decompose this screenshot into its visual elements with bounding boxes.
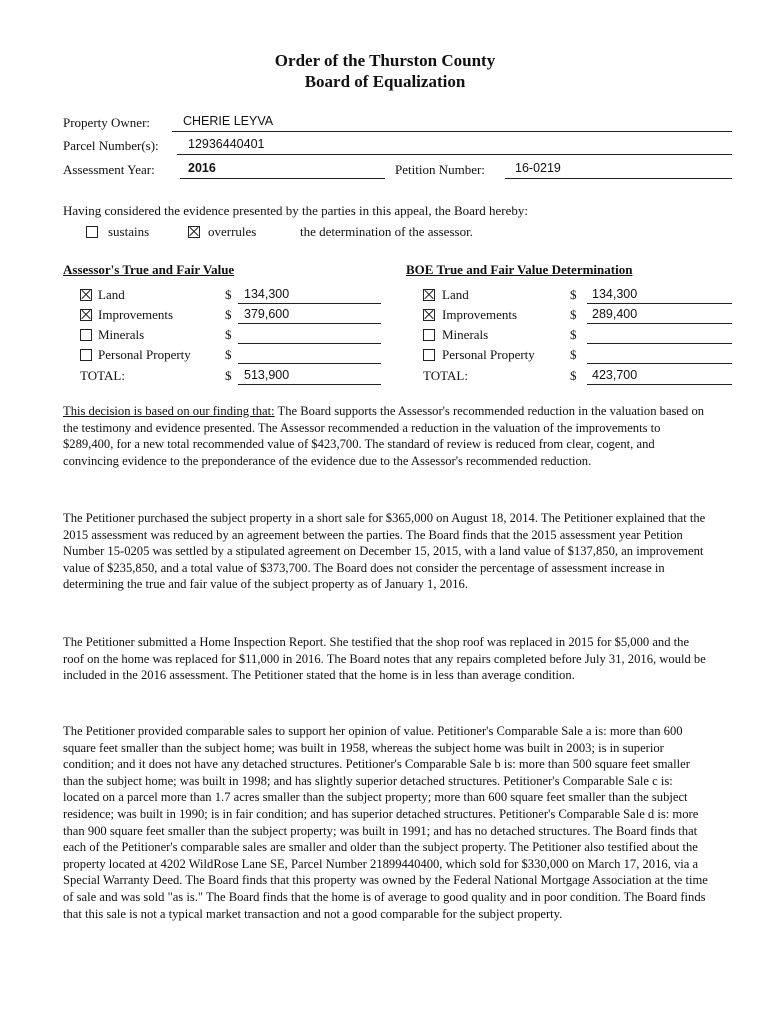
boe-header: BOE True and Fair Value Determination xyxy=(406,262,633,277)
dollar-sign: $ xyxy=(570,327,577,342)
sustains-label: sustains xyxy=(108,224,150,239)
boe-land-checkbox xyxy=(423,289,435,301)
assessor-personal-label: Personal Property xyxy=(98,347,191,362)
boe-total-value: 423,700 xyxy=(592,368,638,382)
value-line xyxy=(238,384,381,385)
dollar-sign: $ xyxy=(225,307,232,322)
boe-personal-label: Personal Property xyxy=(442,347,535,362)
boe-total-label: TOTAL: xyxy=(423,368,468,383)
year-line xyxy=(180,178,385,179)
dollar-sign: $ xyxy=(570,307,577,322)
assessor-total-label: TOTAL: xyxy=(80,368,125,383)
dollar-sign: $ xyxy=(570,368,577,383)
assessor-land-checkbox xyxy=(80,289,92,301)
dollar-sign: $ xyxy=(225,287,232,302)
parcel-label: Parcel Number(s): xyxy=(63,138,159,153)
assessor-minerals-label: Minerals xyxy=(98,327,145,342)
value-line xyxy=(587,384,732,385)
petition-line xyxy=(505,178,732,179)
boe-land-value: 134,300 xyxy=(592,287,638,301)
dollar-sign: $ xyxy=(225,368,232,383)
dollar-sign: $ xyxy=(570,287,577,302)
assessor-total-value: 513,900 xyxy=(244,368,290,382)
dollar-sign: $ xyxy=(225,327,232,342)
owner-value: CHERIE LEYVA xyxy=(183,114,274,128)
value-line xyxy=(238,363,381,364)
assessor-improvements-checkbox xyxy=(80,309,92,321)
owner-line xyxy=(172,131,732,132)
decision-intro: Having considered the evidence presented by the parties in this appeal, the Board hereby: xyxy=(63,203,528,218)
dollar-sign: $ xyxy=(225,347,232,362)
value-line xyxy=(238,303,381,304)
assessor-land-value: 134,300 xyxy=(244,287,290,301)
owner-label: Property Owner: xyxy=(63,115,151,130)
value-line xyxy=(238,343,381,344)
boe-improvements-value: 289,400 xyxy=(592,307,638,321)
parcel-value: 12936440401 xyxy=(188,137,265,151)
finding-paragraph xyxy=(63,403,711,469)
title-line-2: Board of Equalization xyxy=(304,72,466,91)
parcel-line xyxy=(177,154,732,155)
year-value: 2016 xyxy=(188,161,216,175)
sustains-checkbox xyxy=(86,226,98,238)
boe-minerals-checkbox xyxy=(423,329,435,341)
value-line xyxy=(587,303,732,304)
assessor-improvements-value: 379,600 xyxy=(244,307,290,321)
petition-label: Petition Number: xyxy=(395,162,485,177)
boe-personal-checkbox xyxy=(423,349,435,361)
decision-tail: the determination of the assessor. xyxy=(300,224,473,239)
boe-improvements-checkbox xyxy=(423,309,435,321)
purchase-paragraph: The Petitioner purchased the subject property in a short sale for $365,000 on August 18, 2014. The Petitioner explained that the 2015 assessment was reduced by an agreement between the parties. The Board finds that the 2015 assessment year Petition Number 15-0205 was settled by a stipulated agreement on December 15, 2015, with a land value of $137,850, an improvement value of $235,850, and a total value of $373,700. The Board does not consider the percentage of assessment increase in determining the true and fair value of the subject property as of January 1, 2016. xyxy=(63,511,706,592)
assessor-header: Assessor's True and Fair Value xyxy=(63,262,235,277)
assessor-minerals-checkbox xyxy=(80,329,92,341)
value-line xyxy=(587,323,732,324)
boe-improvements-label: Improvements xyxy=(442,307,518,322)
overrules-label: overrules xyxy=(208,224,257,239)
boe-minerals-label: Minerals xyxy=(442,327,489,342)
assessor-improvements-label: Improvements xyxy=(98,307,174,322)
inspection-paragraph: The Petitioner submitted a Home Inspection Report. She testified that the shop roof was replaced in 2015 for $5,000 and the roof on the home was replaced for $11,000 in 2016. The Board notes that any repairs completed before July 31, 2016, would be included in the 2016 assessment. The Petitioner stated that the home is in less than average condition. xyxy=(63,635,706,683)
finding-text: The Board supports the Assessor's recommended reduction in the valuation based on the testimony and evidence presented. The Assessor recommended a reduction in the valuation of the improvements to $289,400, for a new total recommended value of $423,700. The standard of review is reduced from clear, cogent, and convincing evidence to the preponderance of the evidence due to the Assessor's recommended reduction. xyxy=(63,404,705,468)
assessor-personal-checkbox xyxy=(80,349,92,361)
title-line-1: Order of the Thurston County xyxy=(274,51,496,70)
year-label: Assessment Year: xyxy=(63,162,155,177)
overrules-checkbox xyxy=(188,226,200,238)
value-line xyxy=(587,343,732,344)
boe-land-label: Land xyxy=(442,287,469,302)
comparables-paragraph: The Petitioner provided comparable sales to support her opinion of value. Petitioner's Comparable Sale a is: more than 600 square feet smaller than the subject home; was built in 1958, whereas the subject home was built in 2003; is in superior condition; and it does not have any detached structures. Petitioner's Comparable Sale b is: more than 500 square feet smaller than the subject home; was built in 1998; and has slightly superior detached structures. Petitioner's Comparable Sale c is: located on a parcel more than 1.7 acres smaller than the subject property; more than 600 square feet smaller than the subject residence; was built in 1990; is in fair condition; and has superior detached structures. Petitioner's Comparable Sale d is: more than 900 square feet smaller than the subject property; was built in 1991; and has no detached structures. The Board finds that each of the Petitioner's comparable sales are smaller and older than the subject property. The Petitioner also testified about the property located at 4202 WildRose Lane SE, Parcel Number 21899440400, which sold for $330,000 on March 17, 2016, via a Special Warranty Deed. The Board finds that this property was owned by the Federal National Mortgage Association at the time of sale and was sold "as is." The Board finds that the home is of average to good quality and in poor condition. The Board finds that this sale is not a typical market transaction and not a good comparable for the subject property. xyxy=(63,724,708,921)
petition-value: 16-0219 xyxy=(515,161,561,175)
finding-lead: This decision is based on our finding that: xyxy=(63,404,275,418)
value-line xyxy=(238,323,381,324)
assessor-land-label: Land xyxy=(98,287,125,302)
value-line xyxy=(587,363,732,364)
dollar-sign: $ xyxy=(570,347,577,362)
